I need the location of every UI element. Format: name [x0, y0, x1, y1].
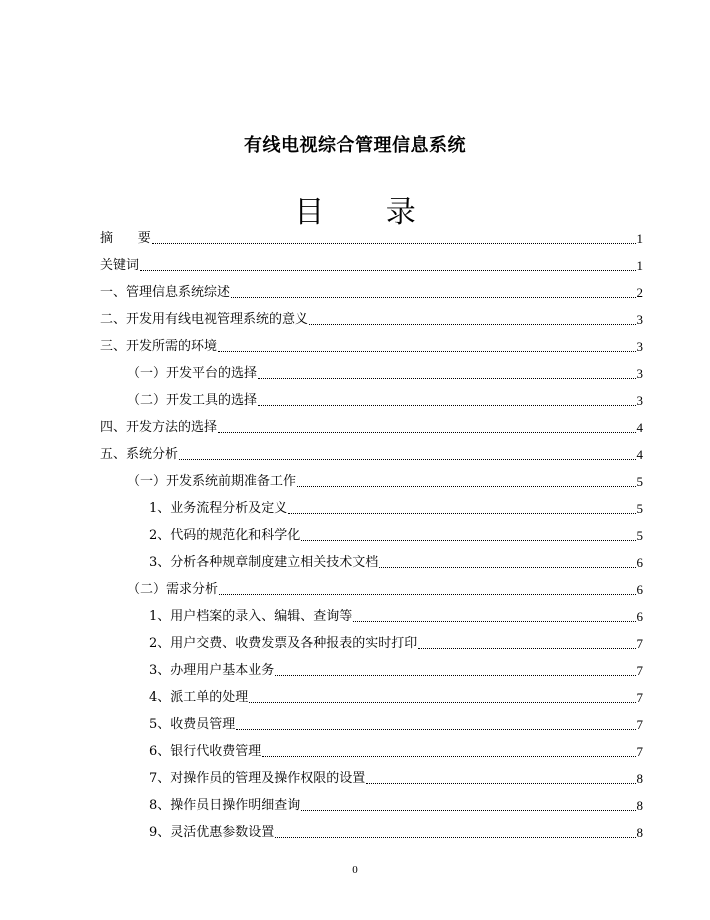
toc-dot-leader	[249, 701, 635, 703]
toc-entry-label: 2、用户交费、收费发票及各种报表的实时打印	[149, 636, 418, 651]
toc-entry[interactable]	[100, 760, 643, 787]
toc-entry-label: 摘 要	[100, 231, 151, 246]
toc-entry[interactable]	[100, 409, 643, 436]
toc-entry-page: 8	[636, 771, 643, 786]
toc-entry-label: 五、系统分析	[100, 447, 179, 462]
toc-entry-page: 1	[636, 231, 643, 246]
toc-entry[interactable]	[100, 463, 643, 490]
toc-entry-page: 1	[636, 258, 643, 273]
table-of-contents	[100, 220, 643, 841]
toc-entry-page: 4	[636, 420, 643, 435]
toc-entry-page: 3	[636, 339, 643, 354]
toc-entry-label: 5、收费员管理	[149, 717, 236, 732]
toc-entry-page: 2	[636, 285, 643, 300]
toc-entry-page: 5	[636, 528, 643, 543]
toc-entry-page: 7	[636, 663, 643, 678]
toc-entry-page: 6	[636, 582, 643, 597]
toc-entry-page: 7	[636, 636, 643, 651]
toc-entry-label: 关键词	[100, 258, 140, 273]
toc-entry-page: 5	[636, 474, 643, 489]
toc-dot-leader	[379, 566, 635, 568]
toc-dot-leader	[288, 512, 635, 514]
toc-entry-label: 4、派工单的处理	[149, 690, 249, 705]
toc-entry[interactable]	[100, 220, 643, 247]
toc-entry-label: 7、对操作员的管理及操作权限的设置	[149, 771, 366, 786]
toc-dot-leader	[179, 458, 635, 460]
toc-entry-page: 3	[636, 393, 643, 408]
page-number: 0	[352, 864, 358, 876]
toc-entry-label: 二、开发用有线电视管理系统的意义	[100, 312, 309, 327]
toc-entry-label: 9、灵活优惠参数设置	[149, 825, 275, 840]
toc-dot-leader	[140, 269, 635, 271]
toc-entry[interactable]	[100, 598, 643, 625]
toc-dot-leader	[275, 674, 635, 676]
toc-dot-leader	[353, 620, 635, 622]
toc-entry-label: 四、开发方法的选择	[100, 420, 218, 435]
toc-dot-leader	[366, 782, 635, 784]
toc-dot-leader	[218, 350, 635, 352]
toc-entry[interactable]	[100, 247, 643, 274]
document-title: 有线电视综合管理信息系统	[244, 135, 466, 156]
toc-entry-page: 7	[636, 717, 643, 732]
toc-entry-label: （二）开发工具的选择	[127, 393, 258, 408]
toc-dot-leader	[262, 755, 635, 757]
toc-dot-leader	[301, 539, 635, 541]
toc-entry-page: 5	[636, 501, 643, 516]
toc-dot-leader	[231, 296, 635, 298]
toc-entry-label: 2、代码的规范化和科学化	[149, 528, 301, 543]
toc-dot-leader	[301, 809, 635, 811]
toc-dot-leader	[219, 593, 635, 595]
toc-entry-page: 4	[636, 447, 643, 462]
toc-entry-page: 7	[636, 690, 643, 705]
toc-entry[interactable]	[100, 544, 643, 571]
toc-entry[interactable]	[100, 652, 643, 679]
toc-dot-leader	[218, 431, 635, 433]
toc-entry-label: 三、开发所需的环境	[100, 339, 218, 354]
toc-dot-leader	[275, 836, 635, 838]
toc-entry-label: （一）开发系统前期准备工作	[127, 474, 297, 489]
toc-entry[interactable]	[100, 274, 643, 301]
toc-entry[interactable]	[100, 571, 643, 598]
toc-entry-label: 1、业务流程分析及定义	[149, 501, 288, 516]
toc-dot-leader	[297, 485, 635, 487]
toc-entry[interactable]	[100, 787, 643, 814]
toc-entry-label: 一、管理信息系统综述	[100, 285, 231, 300]
toc-entry-page: 6	[636, 555, 643, 570]
toc-entry[interactable]	[100, 625, 643, 652]
toc-entry[interactable]	[100, 436, 643, 463]
toc-entry-label: 3、分析各种规章制度建立相关技术文档	[149, 555, 379, 570]
toc-entry-label: 8、操作员日操作明细查询	[149, 798, 301, 813]
toc-entry[interactable]	[100, 382, 643, 409]
toc-entry[interactable]	[100, 301, 643, 328]
toc-dot-leader	[236, 728, 635, 730]
toc-entry-page: 6	[636, 609, 643, 624]
toc-entry-page: 3	[636, 312, 643, 327]
toc-entry[interactable]	[100, 490, 643, 517]
toc-entry-label: （一）开发平台的选择	[127, 366, 258, 381]
toc-heading: 目 录	[294, 195, 442, 230]
toc-dot-leader	[258, 404, 635, 406]
toc-entry[interactable]	[100, 814, 643, 841]
toc-entry-page: 8	[636, 798, 643, 813]
toc-entry-label: （二）需求分析	[127, 582, 219, 597]
toc-dot-leader	[258, 377, 635, 379]
toc-dot-leader	[418, 647, 635, 649]
toc-entry-page: 8	[636, 825, 643, 840]
toc-entry[interactable]	[100, 679, 643, 706]
toc-entry-page: 7	[636, 744, 643, 759]
toc-entry-page: 3	[636, 366, 643, 381]
toc-entry[interactable]	[100, 355, 643, 382]
toc-entry-label: 6、银行代收费管理	[149, 744, 262, 759]
toc-entry-label: 3、办理用户基本业务	[149, 663, 275, 678]
toc-entry[interactable]	[100, 328, 643, 355]
toc-entry[interactable]	[100, 706, 643, 733]
toc-entry-label: 1、用户档案的录入、编辑、查询等	[149, 609, 353, 624]
toc-entry[interactable]	[100, 517, 643, 544]
toc-dot-leader	[152, 242, 636, 244]
toc-entry[interactable]	[100, 733, 643, 760]
toc-dot-leader	[309, 323, 635, 325]
